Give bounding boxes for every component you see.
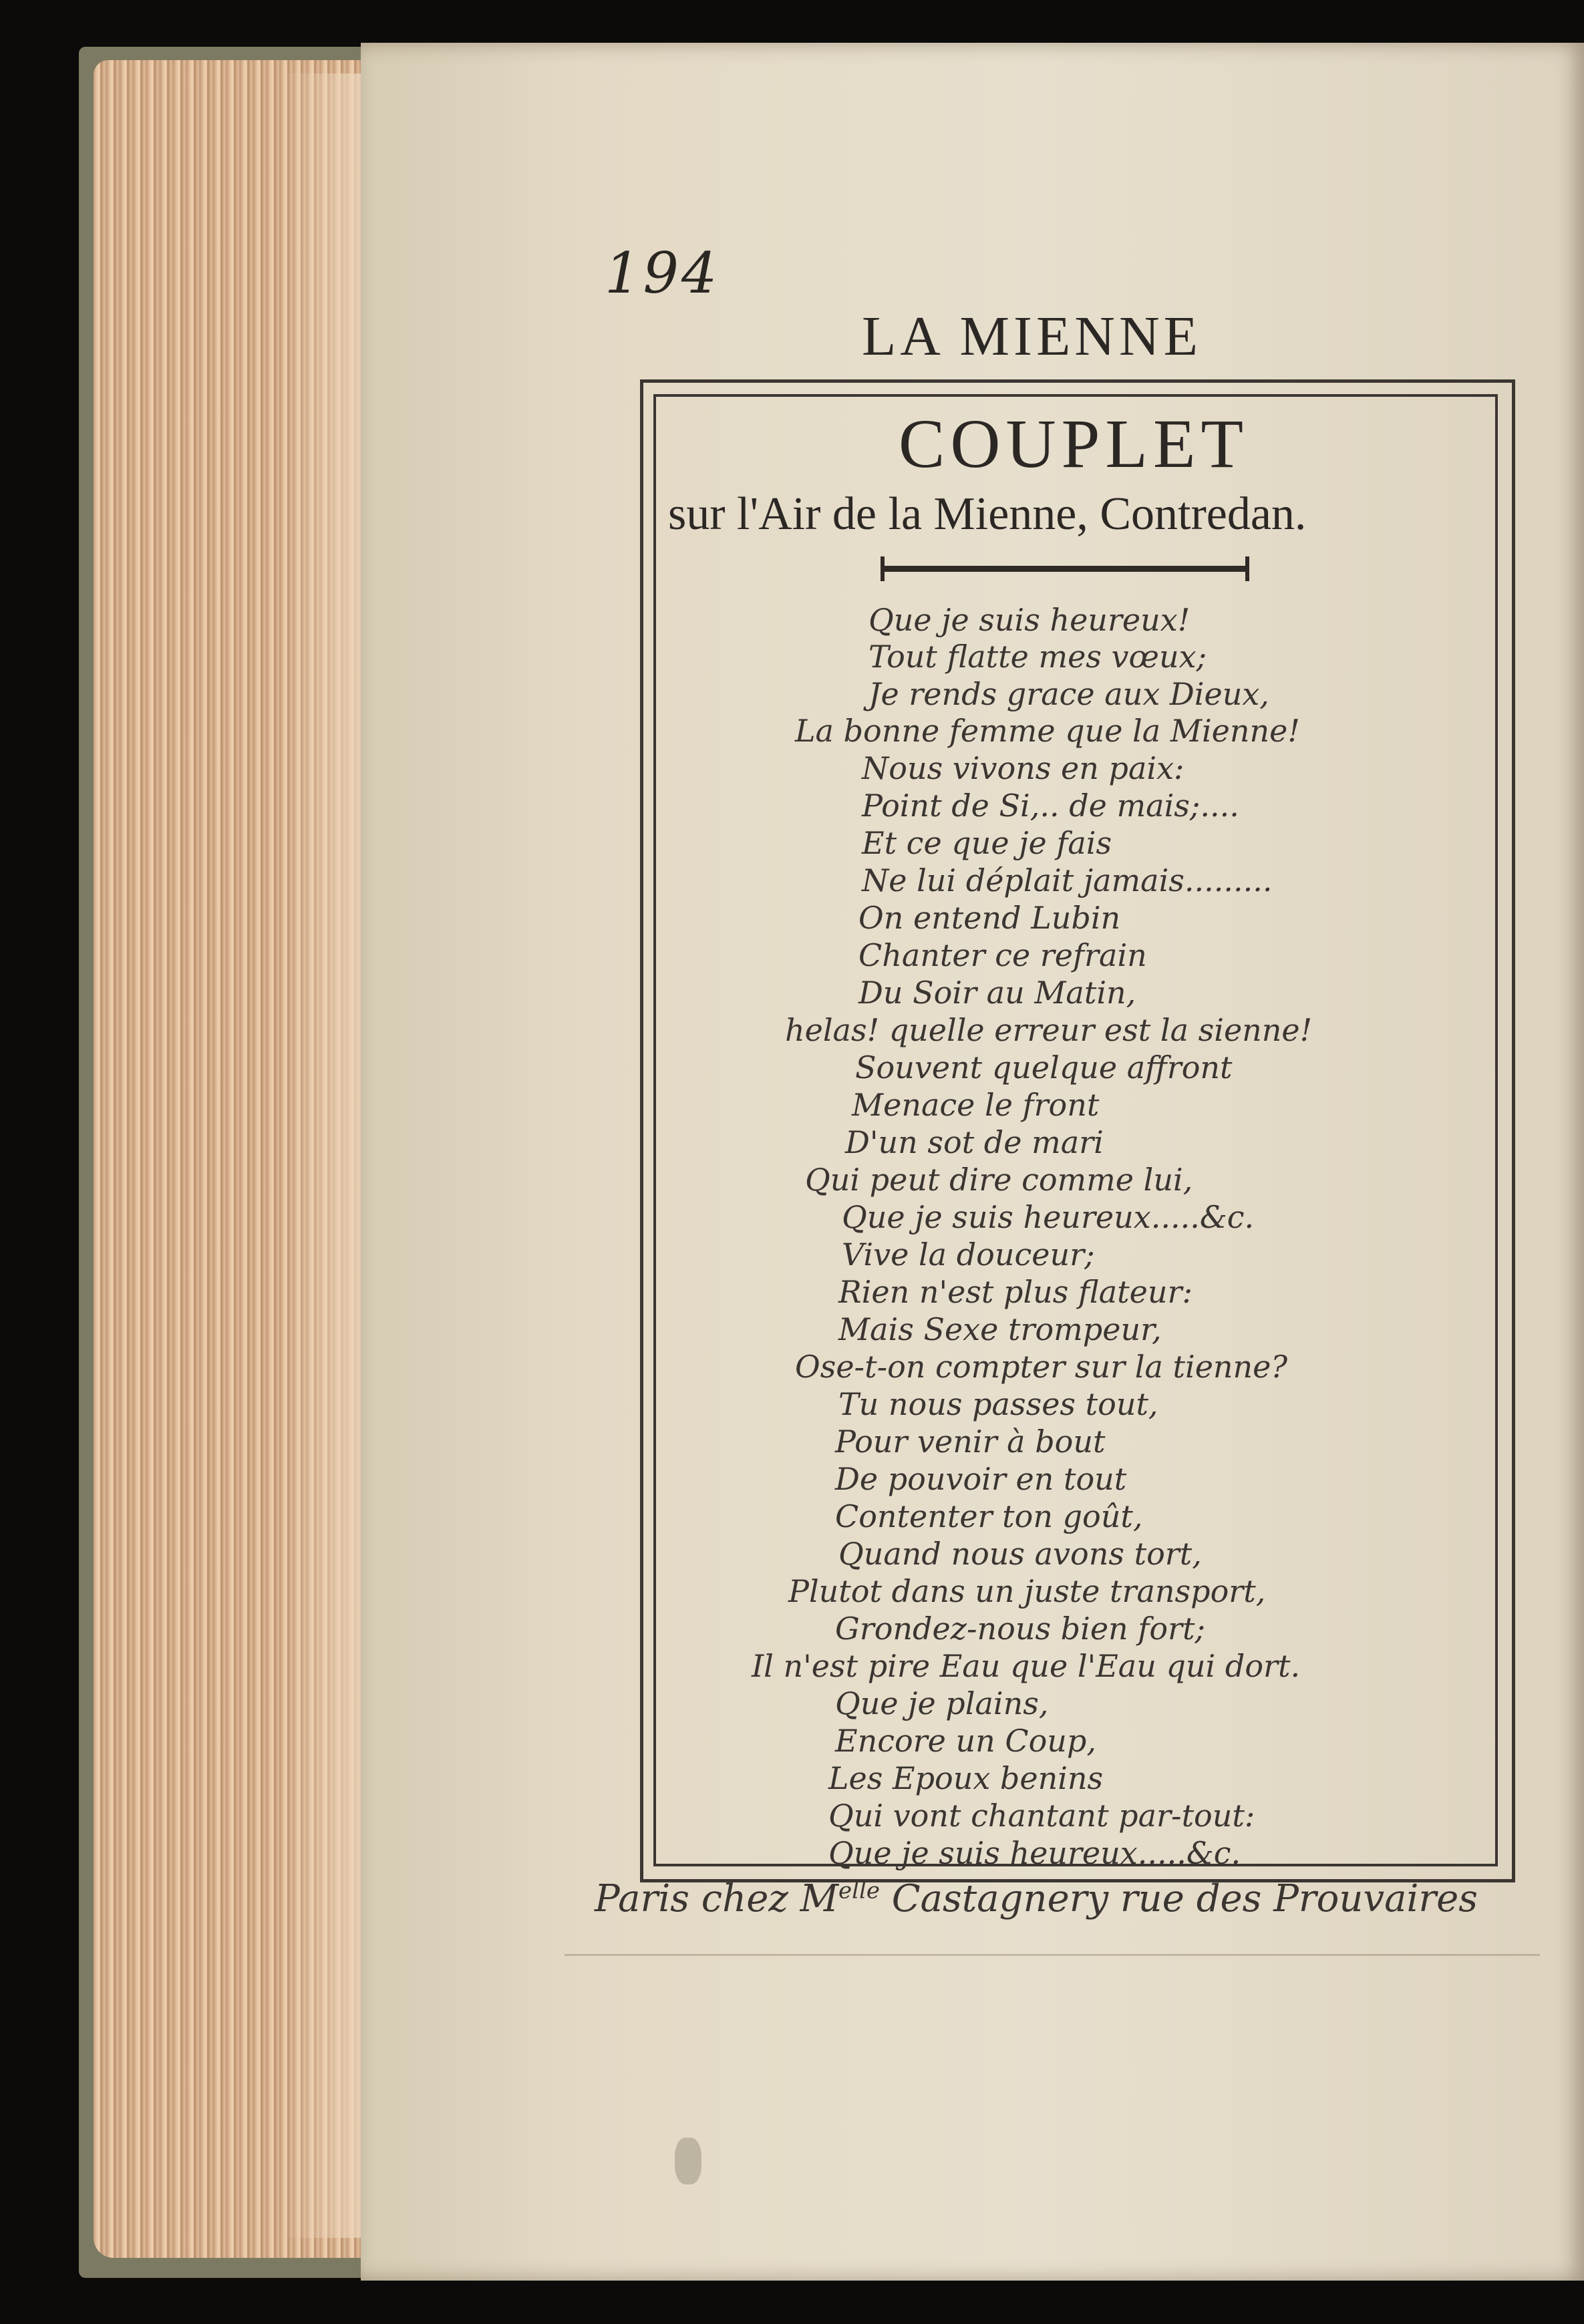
verse-line: De pouvoir en tout bbox=[835, 1461, 1127, 1497]
verse-line: Menace le front bbox=[852, 1087, 1100, 1123]
verse-line: Qui peut dire comme lui, bbox=[805, 1162, 1193, 1198]
page-title: LA MIENNE bbox=[862, 305, 1202, 367]
verse-line: Souvent quelque affront bbox=[855, 1049, 1233, 1086]
verse-line: helas! quelle erreur est la sienne! bbox=[785, 1012, 1313, 1048]
page-edges-shade bbox=[281, 73, 367, 2238]
verse-line: Il n'est pire Eau que l'Eau qui dort. bbox=[752, 1648, 1301, 1684]
verse-line: Pour venir à bout bbox=[835, 1424, 1106, 1460]
verse-line: Contenter ton goût, bbox=[835, 1498, 1143, 1534]
verse-line: Et ce que je fais bbox=[862, 825, 1112, 861]
verse-line: Je rends grace aux Dieux, bbox=[868, 676, 1269, 712]
verse-line: Que je plains, bbox=[835, 1685, 1049, 1721]
verse-line: Tout flatte mes vœux; bbox=[868, 639, 1207, 675]
verse-line: Du Soir au Matin, bbox=[858, 975, 1136, 1011]
verse-line: Plutot dans un juste transport, bbox=[788, 1573, 1266, 1609]
verse-line: Grondez-nous bien fort; bbox=[835, 1611, 1205, 1647]
verse-line: Nous vivons en paix: bbox=[862, 750, 1184, 786]
plate-heading: COUPLET bbox=[899, 405, 1249, 482]
verse-line: Ne lui déplait jamais......... bbox=[862, 862, 1273, 898]
verse-line: Vive la douceur; bbox=[842, 1236, 1095, 1273]
verse-line: On entend Lubin bbox=[858, 900, 1121, 936]
verse-line: Mais Sexe trompeur, bbox=[838, 1311, 1162, 1347]
verse-line: La bonne femme que la Mienne! bbox=[795, 713, 1300, 749]
verse-line: Les Epoux benins bbox=[828, 1760, 1104, 1796]
verse-line: Que je suis heureux.....&c. bbox=[842, 1199, 1255, 1235]
verse-line: Rien n'est plus flateur: bbox=[838, 1274, 1193, 1310]
verse-line: Chanter ce refrain bbox=[858, 937, 1147, 973]
plate-subheading: sur l'Air de la Mienne, Contredan. bbox=[668, 488, 1307, 540]
verse-line: Tu nous passes tout, bbox=[838, 1386, 1158, 1422]
ornament-rule bbox=[881, 566, 1249, 572]
verse-line: Point de Si,.. de mais;.... bbox=[862, 788, 1239, 824]
verse-line: Encore un Coup, bbox=[835, 1723, 1096, 1759]
verse-line: Quand nous avons tort, bbox=[838, 1536, 1202, 1572]
verse-line: D'un sot de mari bbox=[845, 1124, 1104, 1160]
imprint-superscript: elle bbox=[838, 1877, 880, 1904]
verse-line: Ose-t-on compter sur la tienne? bbox=[795, 1349, 1288, 1385]
imprint-suffix: Castagnery rue des Prouvaires bbox=[879, 1877, 1478, 1921]
imprint-prefix: Paris chez M bbox=[595, 1877, 838, 1921]
imprint bbox=[595, 1877, 1478, 1921]
verse-line: Qui vont chantant par-tout: bbox=[828, 1798, 1255, 1834]
verse-line: Que je suis heureux! bbox=[868, 602, 1191, 638]
page-number: 194 bbox=[605, 240, 720, 306]
verse-line: Que je suis heureux.....&c. bbox=[828, 1835, 1241, 1871]
plate-frame-inner bbox=[653, 394, 1498, 1866]
paper-stain bbox=[675, 2138, 701, 2184]
